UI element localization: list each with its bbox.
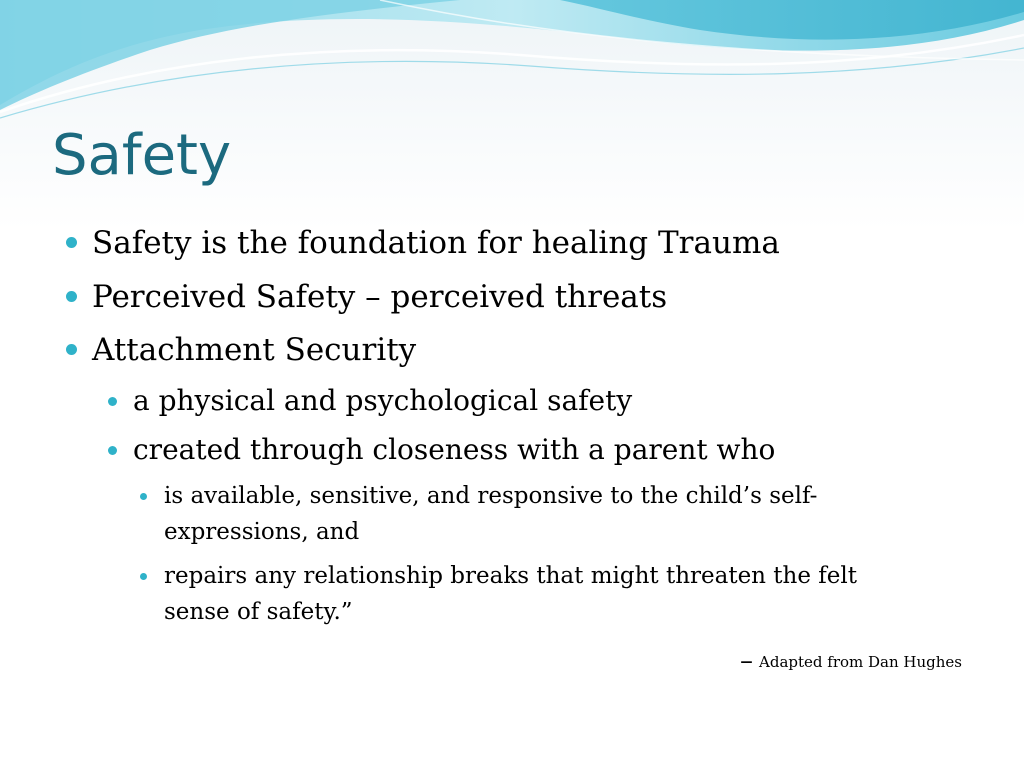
bullet-dot-icon xyxy=(108,446,117,455)
sub-bullet-item: created through closeness with a parent who xyxy=(133,433,776,466)
sub-bullet-item: a physical and psychological safety xyxy=(133,384,633,417)
bullet-item: Safety is the foundation for healing Trauma xyxy=(92,225,780,261)
bullet-item: Perceived Safety – perceived threats xyxy=(92,279,668,315)
attribution-text: Adapted from Dan Hughes xyxy=(759,653,962,671)
bullet-dot-icon xyxy=(140,573,147,580)
bullet-dot-icon xyxy=(108,397,117,406)
attribution-dash: – xyxy=(740,646,754,676)
bullet-dot-icon xyxy=(66,291,77,302)
attribution xyxy=(740,646,962,676)
bullet-dot-icon xyxy=(66,237,77,248)
bullet-dot-icon xyxy=(66,344,77,355)
sub-sub-bullet-item: is available, sensitive, and responsive to the child’s self-expressions, and xyxy=(164,483,818,545)
sub-sub-bullet-item: repairs any relationship breaks that might threaten the felt sense of safety.” xyxy=(164,563,857,625)
slide-title: Safety xyxy=(52,123,232,188)
header-wave-decoration xyxy=(0,0,1024,130)
bullet-item: Attachment Security xyxy=(92,332,417,368)
bullet-dot-icon xyxy=(140,493,147,500)
